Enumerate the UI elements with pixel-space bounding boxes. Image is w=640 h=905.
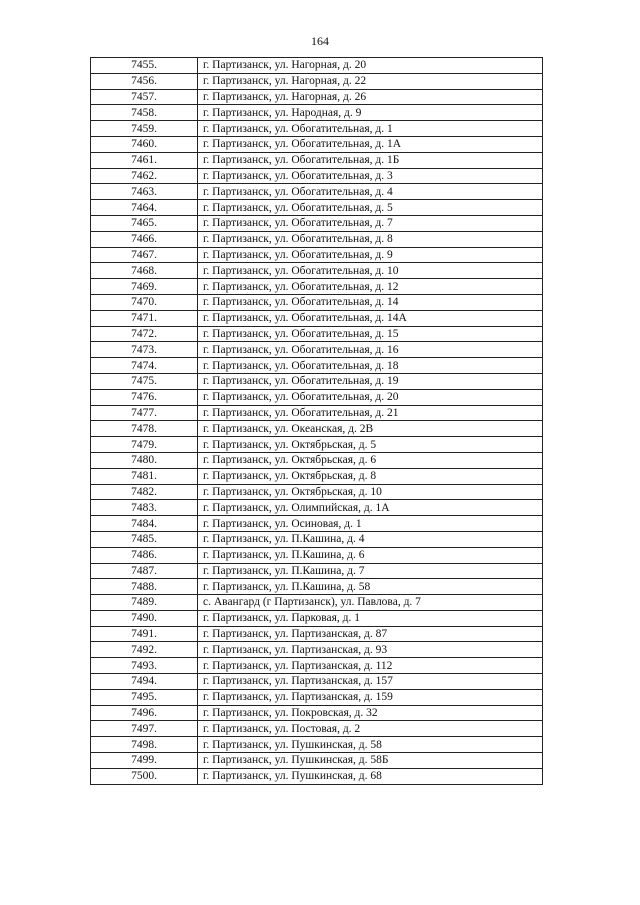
row-number-cell: 7493. [91, 658, 198, 674]
table-row [91, 689, 543, 705]
row-number-cell: 7498. [91, 737, 198, 753]
address-cell: г. Партизанск, ул. Пушкинская, д. 58 [198, 737, 543, 753]
address-cell: г. Партизанск, ул. Нагорная, д. 20 [198, 58, 543, 74]
row-number-cell: 7483. [91, 500, 198, 516]
table-row [91, 105, 543, 121]
row-number-cell: 7479. [91, 437, 198, 453]
row-number-cell: 7495. [91, 689, 198, 705]
table-row [91, 389, 543, 405]
row-number-cell: 7473. [91, 342, 198, 358]
row-number-cell: 7497. [91, 721, 198, 737]
address-cell: г. Партизанск, ул. Октябрьская, д. 8 [198, 468, 543, 484]
row-number-cell: 7476. [91, 389, 198, 405]
table-row [91, 452, 543, 468]
address-cell: г. Партизанск, ул. Обогатительная, д. 10 [198, 263, 543, 279]
table-row [91, 310, 543, 326]
row-number-cell: 7458. [91, 105, 198, 121]
row-number-cell: 7499. [91, 753, 198, 769]
address-cell: г. Партизанск, ул. Обогатительная, д. 21 [198, 405, 543, 421]
table-row [91, 705, 543, 721]
address-cell: г. Партизанск, ул. Парковая, д. 1 [198, 610, 543, 626]
table-row [91, 531, 543, 547]
address-cell: г. Партизанск, ул. Обогатительная, д. 1А [198, 136, 543, 152]
row-number-cell: 7489. [91, 595, 198, 611]
address-cell: г. Партизанск, ул. Обогатительная, д. 9 [198, 247, 543, 263]
address-cell: г. Партизанск, ул. Осиновая, д. 1 [198, 516, 543, 532]
table-row [91, 674, 543, 690]
table-row [91, 721, 543, 737]
address-cell: г. Партизанск, ул. П.Кашина, д. 6 [198, 547, 543, 563]
row-number-cell: 7463. [91, 184, 198, 200]
address-cell: г. Партизанск, ул. Обогатительная, д. 8 [198, 231, 543, 247]
row-number-cell: 7464. [91, 200, 198, 216]
address-cell: г. Партизанск, ул. Партизанская, д. 112 [198, 658, 543, 674]
table-row [91, 279, 543, 295]
row-number-cell: 7491. [91, 626, 198, 642]
address-cell: г. Партизанск, ул. Постовая, д. 2 [198, 721, 543, 737]
row-number-cell: 7466. [91, 231, 198, 247]
address-cell: г. Партизанск, ул. Обогатительная, д. 18 [198, 358, 543, 374]
table-row [91, 58, 543, 74]
table-row [91, 136, 543, 152]
address-cell: г. Партизанск, ул. Нагорная, д. 22 [198, 73, 543, 89]
table-row [91, 373, 543, 389]
row-number-cell: 7459. [91, 121, 198, 137]
row-number-cell: 7460. [91, 136, 198, 152]
address-cell: г. Партизанск, ул. П.Кашина, д. 4 [198, 531, 543, 547]
table-row [91, 326, 543, 342]
address-cell: г. Партизанск, ул. Обогатительная, д. 12 [198, 279, 543, 295]
table-row [91, 626, 543, 642]
table-row [91, 231, 543, 247]
table-row [91, 437, 543, 453]
table-row [91, 642, 543, 658]
address-cell: г. Партизанск, ул. Нагорная, д. 26 [198, 89, 543, 105]
address-cell: г. Партизанск, ул. Пушкинская, д. 68 [198, 768, 543, 784]
table-row [91, 737, 543, 753]
row-number-cell: 7468. [91, 263, 198, 279]
address-cell: г. Партизанск, ул. Партизанская, д. 93 [198, 642, 543, 658]
table-row [91, 468, 543, 484]
table-row [91, 595, 543, 611]
table-row [91, 579, 543, 595]
table-row [91, 610, 543, 626]
table-row [91, 563, 543, 579]
address-cell: г. Партизанск, ул. Партизанская, д. 159 [198, 689, 543, 705]
table-row [91, 342, 543, 358]
row-number-cell: 7472. [91, 326, 198, 342]
address-cell: г. Партизанск, ул. Океанская, д. 2В [198, 421, 543, 437]
table-row [91, 768, 543, 784]
table-row [91, 263, 543, 279]
row-number-cell: 7490. [91, 610, 198, 626]
page-number: 164 [311, 34, 329, 48]
row-number-cell: 7482. [91, 484, 198, 500]
address-cell: г. Партизанск, ул. Обогатительная, д. 20 [198, 389, 543, 405]
row-number-cell: 7500. [91, 768, 198, 784]
table-row [91, 516, 543, 532]
table-row [91, 89, 543, 105]
address-cell: г. Партизанск, ул. Обогатительная, д. 15 [198, 326, 543, 342]
address-cell: г. Партизанск, ул. Обогатительная, д. 1 [198, 121, 543, 137]
row-number-cell: 7470. [91, 294, 198, 310]
table-row [91, 184, 543, 200]
row-number-cell: 7461. [91, 152, 198, 168]
row-number-cell: 7471. [91, 310, 198, 326]
address-cell: г. Партизанск, ул. Обогатительная, д. 5 [198, 200, 543, 216]
table-row [91, 547, 543, 563]
table-row [91, 294, 543, 310]
row-number-cell: 7486. [91, 547, 198, 563]
row-number-cell: 7456. [91, 73, 198, 89]
row-number-cell: 7487. [91, 563, 198, 579]
row-number-cell: 7469. [91, 279, 198, 295]
row-number-cell: 7488. [91, 579, 198, 595]
row-number-cell: 7485. [91, 531, 198, 547]
address-cell: г. Партизанск, ул. Октябрьская, д. 6 [198, 452, 543, 468]
table-row [91, 421, 543, 437]
row-number-cell: 7481. [91, 468, 198, 484]
row-number-cell: 7474. [91, 358, 198, 374]
table-row [91, 200, 543, 216]
table-row [91, 484, 543, 500]
address-cell: г. Партизанск, ул. Обогатительная, д. 16 [198, 342, 543, 358]
address-cell: г. Партизанск, ул. Обогатительная, д. 1Б [198, 152, 543, 168]
address-cell: г. Партизанск, ул. Народная, д. 9 [198, 105, 543, 121]
row-number-cell: 7478. [91, 421, 198, 437]
table-row [91, 168, 543, 184]
address-cell: г. Партизанск, ул. Обогатительная, д. 7 [198, 215, 543, 231]
table-row [91, 215, 543, 231]
table-row [91, 753, 543, 769]
table-row [91, 152, 543, 168]
address-cell: г. Партизанск, ул. Обогатительная, д. 19 [198, 373, 543, 389]
table-row [91, 500, 543, 516]
address-cell: г. Партизанск, ул. Пушкинская, д. 58Б [198, 753, 543, 769]
address-cell: г. Партизанск, ул. Обогатительная, д. 14А [198, 310, 543, 326]
table-row [91, 358, 543, 374]
address-cell: г. Партизанск, ул. П.Кашина, д. 7 [198, 563, 543, 579]
table-row [91, 121, 543, 137]
address-table-body [91, 58, 543, 785]
row-number-cell: 7480. [91, 452, 198, 468]
row-number-cell: 7465. [91, 215, 198, 231]
address-cell: г. Партизанск, ул. Обогатительная, д. 3 [198, 168, 543, 184]
address-cell: г. Партизанск, ул. Партизанская, д. 87 [198, 626, 543, 642]
row-number-cell: 7494. [91, 674, 198, 690]
row-number-cell: 7477. [91, 405, 198, 421]
address-cell: г. Партизанск, ул. Обогатительная, д. 4 [198, 184, 543, 200]
row-number-cell: 7467. [91, 247, 198, 263]
row-number-cell: 7475. [91, 373, 198, 389]
address-cell: г. Партизанск, ул. Партизанская, д. 157 [198, 674, 543, 690]
row-number-cell: 7462. [91, 168, 198, 184]
address-cell: г. Партизанск, ул. П.Кашина, д. 58 [198, 579, 543, 595]
address-table [90, 57, 543, 785]
row-number-cell: 7484. [91, 516, 198, 532]
table-row [91, 247, 543, 263]
address-cell: г. Партизанск, ул. Обогатительная, д. 14 [198, 294, 543, 310]
table-row [91, 658, 543, 674]
table-row [91, 405, 543, 421]
row-number-cell: 7455. [91, 58, 198, 74]
row-number-cell: 7496. [91, 705, 198, 721]
address-cell: г. Партизанск, ул. Октябрьская, д. 10 [198, 484, 543, 500]
table-row [91, 73, 543, 89]
address-cell: г. Партизанск, ул. Олимпийская, д. 1А [198, 500, 543, 516]
address-cell: г. Партизанск, ул. Октябрьская, д. 5 [198, 437, 543, 453]
row-number-cell: 7492. [91, 642, 198, 658]
address-cell: г. Партизанск, ул. Покровская, д. 32 [198, 705, 543, 721]
row-number-cell: 7457. [91, 89, 198, 105]
address-cell: с. Авангард (г Партизанск), ул. Павлова, д. 7 [198, 595, 543, 611]
